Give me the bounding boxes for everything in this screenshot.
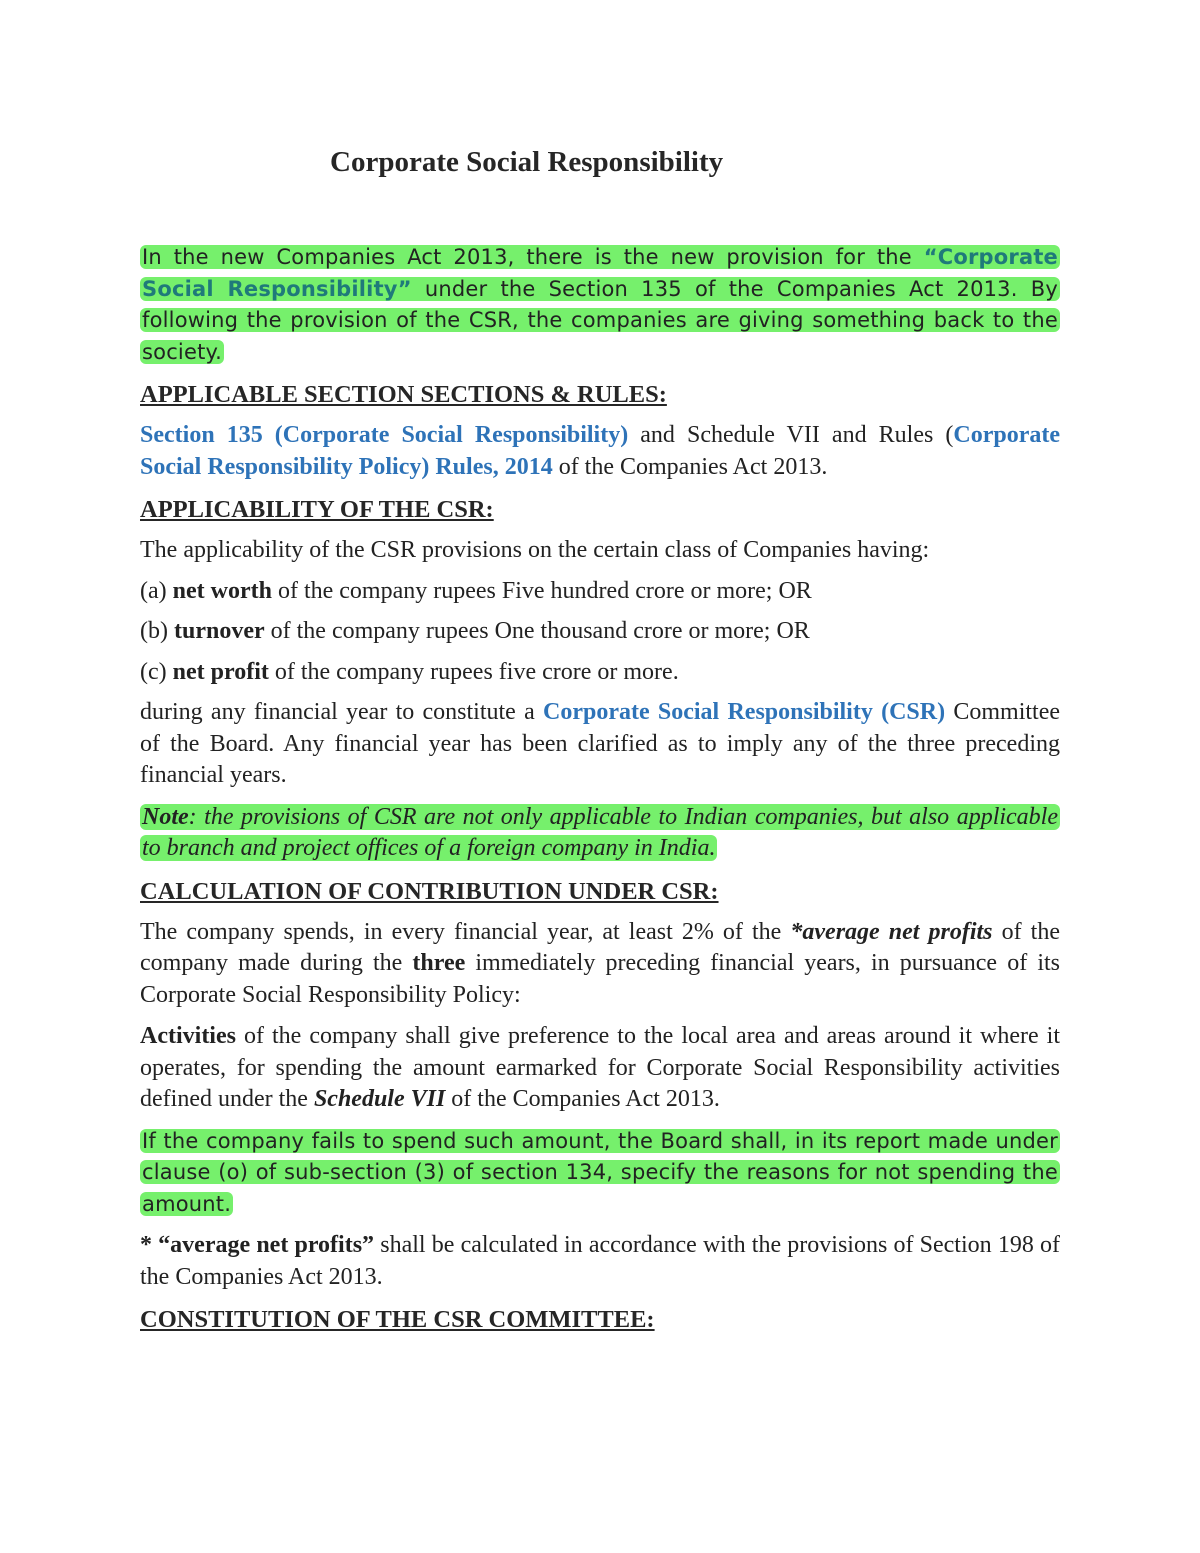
- applicability-lead: The applicability of the CSR provisions on the certain class of Companies having:: [140, 537, 930, 563]
- contribution-text-c: of the company made during the: [140, 918, 1060, 976]
- note-highlight: [140, 804, 1060, 862]
- intro-highlight: [140, 245, 1060, 364]
- three-term: three: [412, 950, 466, 976]
- fails-to-spend-paragraph: [140, 1126, 1060, 1221]
- document-title: Corporate Social Responsibility: [330, 146, 724, 178]
- committee-text-c: Committee of the Board. Any financial year has been clarified as to imply any of the three preceding financial years.: [140, 699, 1061, 788]
- intro-paragraph: [140, 242, 1060, 368]
- item-text: of the company rupees five crore or more.: [268, 658, 679, 685]
- contribution-paragraph: [140, 917, 1060, 1012]
- item-text: of the company rupees One thousand crore or more; OR: [264, 618, 810, 644]
- applicability-list: [140, 535, 1060, 688]
- heading-applicability: APPLICABILITY OF THE CSR:: [140, 496, 494, 523]
- activities-paragraph: [140, 1021, 1060, 1116]
- note-text: : the provisions of CSR are not only applicable to Indian companies, but also applicable to branch and project offices of a foreign company in India.: [142, 803, 1058, 861]
- committee-paragraph: [140, 697, 1060, 792]
- heading-calculation: CALCULATION OF CONTRIBUTION UNDER CSR:: [140, 877, 719, 905]
- average-net-profits-label: * “average net profits”: [140, 1232, 375, 1258]
- heading-constitution: CONSTITUTION OF THE CSR COMMITTEE:: [140, 1306, 655, 1333]
- intro-term: “Corporate Social Responsibility”: [142, 245, 1058, 301]
- average-net-profits-text: shall be calculated in accordance with the provisions of Section 198 of the Companies Act 2013.: [140, 1232, 1060, 1290]
- contribution-text-a: The company spends, in every financial year, at least 2% of the: [140, 918, 791, 945]
- schedule-text: and Schedule VII and Rules (: [628, 422, 954, 448]
- note-paragraph: [140, 802, 1060, 865]
- schedule-vii-term: Schedule VII: [313, 1086, 446, 1112]
- applicable-sections-paragraph: [140, 420, 1060, 483]
- intro-text-a: In the new Companies Act 2013, there is the new provision for the: [142, 245, 924, 269]
- committee-text-a: during any financial year to constitute a: [140, 699, 543, 725]
- note-label: Note: [142, 803, 189, 830]
- section-135-ref: Section 135 (Corporate Social Responsibility): [140, 422, 629, 448]
- item-prefix: (a): [140, 577, 173, 604]
- fails-to-spend-highlight: If the company fails to spend such amount, the Board shall, in its report made under clause (o) of sub-section (3) of section 134, specify the reasons for not spending the amount.: [142, 1128, 1058, 1216]
- activities-text-end: of the Companies Act 2013.: [445, 1086, 720, 1112]
- item-term: net profit: [172, 658, 269, 685]
- companies-act-text: of the Companies Act 2013.: [552, 453, 828, 480]
- average-net-profits-paragraph: [140, 1230, 1060, 1293]
- item-text: of the company rupees Five hundred crore or more; OR: [271, 577, 812, 604]
- contribution-text-e: immediately preceding financial years, in pursuance of its Corporate Social Responsibility Policy:: [140, 950, 1060, 1008]
- heading-applicable-sections: APPLICABLE SECTION SECTIONS & RULES:: [140, 381, 667, 408]
- average-net-profits-term: *average net profits: [790, 918, 993, 945]
- list-item: [140, 616, 1060, 648]
- csr-committee-ref: Corporate Social Responsibility (CSR): [542, 699, 946, 725]
- list-item: [140, 657, 1060, 689]
- item-prefix: (c): [140, 658, 173, 685]
- rules-ref: Corporate Social Responsibility Policy) Rules, 2014: [140, 422, 1060, 480]
- item-prefix: (b): [140, 618, 174, 644]
- activities-term: Activities: [140, 1023, 236, 1049]
- list-item: [140, 576, 1060, 608]
- item-term: net worth: [172, 577, 272, 604]
- item-term: turnover: [173, 618, 265, 644]
- activities-text: of the company shall give preference to the local area and areas around it where it operates, for spending the amount earmarked for Corporate Social Responsibility activities defined under the: [140, 1023, 1060, 1112]
- intro-text-c: under the Section 135 of the Companies Act 2013. By following the provision of the CSR, the companies are giving something back to the society.: [142, 276, 1058, 364]
